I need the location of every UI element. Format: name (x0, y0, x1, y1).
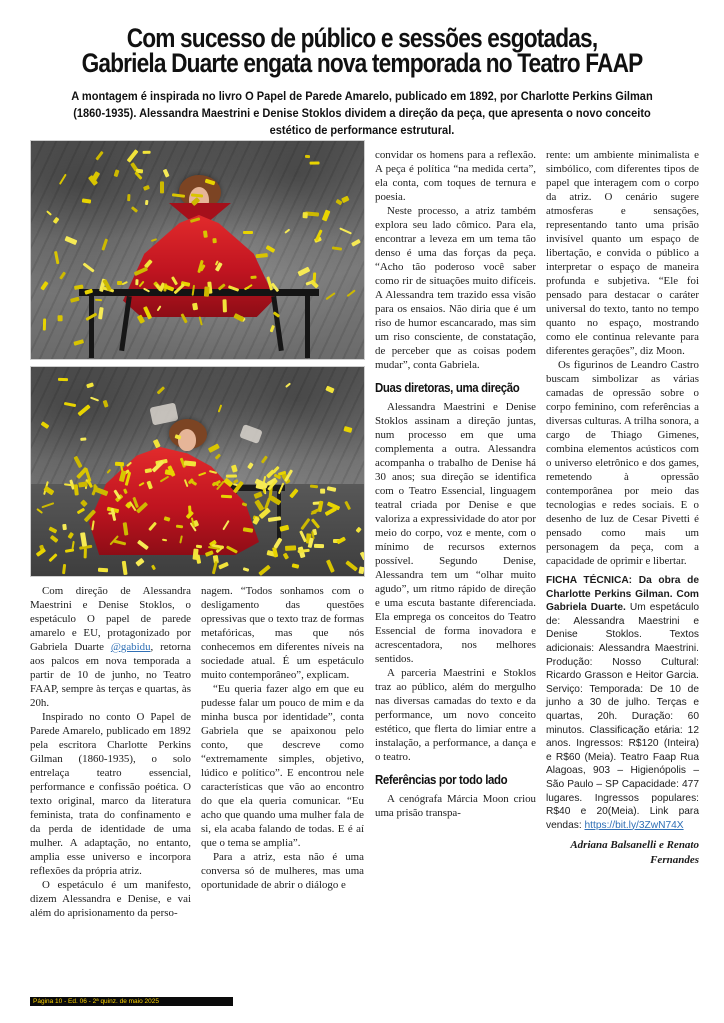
confetti-piece (260, 455, 267, 464)
section-header-referencias: Referências por todo lado (375, 772, 508, 787)
confetti-piece (92, 171, 101, 182)
confetti-piece (207, 444, 219, 454)
confetti-piece (53, 251, 59, 265)
confetti-piece (135, 558, 144, 567)
confetti-piece (314, 543, 324, 548)
confetti-piece (41, 502, 54, 508)
confetti-piece (198, 472, 206, 477)
confetti-piece (91, 521, 95, 531)
confetti-piece (77, 404, 90, 416)
confetti-piece (164, 516, 171, 522)
confetti-piece (70, 297, 80, 303)
confetti-piece (273, 537, 283, 549)
gabidu-link[interactable]: @gabidu (110, 641, 151, 653)
confetti-piece (266, 245, 276, 253)
confetti-piece (292, 563, 299, 568)
confetti-piece (254, 491, 263, 498)
confetti-piece (271, 547, 278, 558)
confetti-piece (126, 462, 132, 468)
confetti-piece (137, 539, 149, 549)
confetti-piece (135, 279, 138, 285)
confetti-piece (221, 494, 232, 497)
confetti-piece (284, 382, 290, 387)
paragraph: A parceria Maestrini e Stoklos traz ao público, além do mergulho nas diversas camadas do texto e da performance, um novo conceito estético, que flerta do limiar entre a instalação, a performance, a dança e o teatro. (375, 667, 536, 763)
confetti-piece (228, 285, 240, 292)
subheadline: A montagem é inspirada no livro O Papel de Parede Amarelo, publicado em 1892, por Charlotte Perkins Gilman (1860-1935). Alessandra Maestrini e Denise Stoklos dividem a direção da peça, que apresenta o novo conceito estético de performance estrutural. (71, 89, 653, 137)
confetti-piece (95, 151, 104, 161)
confetti-piece (277, 482, 284, 494)
confetti-piece (253, 516, 261, 524)
confetti-piece (204, 551, 213, 557)
headline-line1: Com sucesso de público e sessões esgotadas, (126, 23, 598, 53)
confetti-piece (192, 548, 198, 560)
confetti-piece (162, 539, 167, 542)
confetti-piece (258, 564, 271, 575)
confetti-piece (172, 194, 185, 199)
confetti-piece (143, 151, 151, 154)
ficha-body: Um espetáculo de: Alessandra Maestrini e Denise Stoklos. Textos adicionais: Alessandra Maestrini. Produção: Nosso Cultural: Ricardo Grasson e Heitor Garcia. Serviço: Temporada: De 10 de junho a 30 de julho. Terças e quartas, 20h. Duração: 60 minutos. Classificação etária: 12 anos. Ingressos: R$120 (Inteira) e R$60 (Meia). Teatro Faap Rua Alagoas, 903 – Higienópolis – São Paulo – SP Capacidade: 477 lugares. Ingressos populares: R$40 e 20(Meia). Link para vendas: (546, 602, 699, 831)
paragraph: convidar os homens para a reflexão. A peça é política “na medida certa”, ela conta, com toques de ternura e poesia. (375, 149, 536, 203)
confetti-piece (303, 212, 308, 219)
confetti-piece (268, 517, 281, 523)
confetti-piece (344, 500, 351, 510)
confetti-piece (190, 218, 201, 223)
tickets-link[interactable]: https://bit.ly/3ZwN74X (584, 819, 684, 831)
confetti-piece (270, 495, 282, 505)
confetti-piece (64, 401, 76, 406)
confetti-piece (222, 520, 230, 531)
page-footer (30, 997, 233, 1006)
confetti-piece (126, 194, 130, 201)
confetti-piece (152, 459, 165, 472)
confetti-piece (326, 486, 335, 492)
confetti-piece (80, 438, 87, 441)
confetti-piece (245, 284, 254, 290)
confetti-piece (344, 426, 353, 433)
confetti-piece (63, 523, 67, 529)
confetti-piece (131, 206, 138, 213)
confetti-piece (123, 489, 128, 495)
confetti-piece (153, 439, 161, 448)
confetti-piece (359, 551, 365, 561)
confetti-piece (248, 463, 254, 470)
confetti-piece (337, 536, 347, 544)
confetti-piece (203, 230, 208, 237)
paragraph: O espetáculo é um manifesto, dizem Alessandra e Denise, e vai além do aprisionamento da perso- (30, 879, 191, 919)
confetti-piece (311, 518, 320, 528)
confetti-piece (310, 279, 319, 288)
confetti-piece (58, 315, 63, 321)
paragraph: nagem. “Todos sonhamos com o desligamento das questões opressivas que o texto traz de formas metafóricas, mas que nós conhecemos em diferentes níveis na sociedade atual. É um espetáculo muito contemporâneo”, explicam. (201, 585, 364, 681)
confetti-piece (345, 560, 358, 572)
ficha-lead: FICHA TÉCNICA: Da obra de Charlotte Perkins Gilman. Com Gabriela Duarte. (546, 575, 699, 614)
confetti-piece (48, 553, 57, 562)
headline (0, 23, 724, 78)
confetti-piece (151, 238, 157, 242)
confetti-piece (309, 162, 319, 165)
confetti-piece (204, 178, 215, 185)
confetti-piece (36, 508, 43, 514)
confetti-piece (255, 499, 265, 511)
headline-line2: Gabriela Duarte engata nova temporada no Teatro FAAP (81, 48, 643, 78)
paragraph: Os figurinos de Leandro Castro buscam simbolizar as várias camadas de opressão sobre o corpo feminino, com referências a diversas culturas. A trilha sonora, a cargo de Thiago Gimenes, combina elementos acústicos com o universo eletrônico e dos games, remetendo à opressão contemporânea por meio das tecnologias e redes sociais. E o desenho de luz de Cesar Pivetti é pensado como mais um personagem da peça, com a capacidade de oprimir e libertar. (546, 359, 699, 567)
paragraph: Neste processo, a atriz também explora seu lado cômico. Para ela, encontrar a leveza em um tema tão denso é uma das forças da peça. “Acho tão poderoso você saber como rir de situações muito difíceis. A Alessandra tem trazido essa visão para os ensaios. Não diria que é um riso de humor escancarado, mas sim um riso consciente, de constatação, de perceber que as coisas podem mudar”, conta Gabriela. (375, 205, 536, 371)
paragraph-text: , retorna aos palcos em nova temporada a partir de 10 de junho, no Teatro FAAP, sempre às terças e quartas, às 20h. (30, 641, 191, 709)
confetti-piece (326, 560, 335, 573)
confetti-piece (83, 548, 86, 559)
confetti-piece (284, 228, 290, 234)
confetti-piece (297, 266, 310, 276)
confetti-piece (148, 522, 156, 531)
confetti-piece (273, 312, 280, 318)
confetti-piece (98, 307, 104, 319)
confetti-piece (41, 281, 49, 291)
confetti-piece (145, 468, 152, 473)
confetti-piece (72, 540, 75, 548)
paragraph: rente: um ambiente minimalista e simbólico, com diferentes tipos de papel que interagem com o corpo da atriz. O cenário sugere atmosferas e sensações, representando tanto uma prisão invisível quanto um espaço de libertação, e convida o público a interpretar o espaço de maneira profunda e subjetiva. “Ele foi pensado para destacar o caráter universal do texto, tanto no tempo quanto no espaço, mostrando como ele continua relevante para diferentes gerações”, diz Moon. (546, 149, 699, 357)
confetti-piece (46, 210, 52, 216)
confetti-piece (325, 385, 334, 393)
confetti-piece (80, 499, 88, 507)
confetti-piece (355, 527, 361, 534)
authors-byline: Adriana Balsanelli e Renato Fernandes (570, 839, 699, 867)
confetti-piece (180, 313, 188, 324)
confetti-piece (170, 277, 177, 286)
confetti-piece (191, 285, 195, 296)
confetti-piece (211, 561, 218, 575)
confetti-piece (191, 197, 200, 206)
confetti-piece (243, 527, 254, 532)
confetti-piece (209, 470, 217, 474)
confetti-piece (322, 209, 330, 221)
confetti-piece (60, 272, 67, 280)
confetti-piece (176, 524, 183, 528)
confetti-piece (35, 548, 45, 557)
confetti-piece (80, 532, 87, 546)
confetti-piece (215, 453, 221, 459)
confetti-piece (218, 283, 226, 290)
confetti-piece (193, 302, 199, 309)
confetti-piece (134, 266, 148, 276)
confetti-piece (58, 377, 68, 380)
confetti-piece (86, 382, 94, 388)
confetti-piece (128, 150, 139, 163)
confetti-piece (159, 475, 169, 482)
confetti-piece (106, 468, 111, 474)
confetti-piece (289, 488, 299, 498)
confetti-piece (179, 535, 183, 543)
confetti-piece (160, 181, 164, 193)
confetti-piece (59, 174, 67, 185)
confetti-piece (223, 299, 228, 313)
confetti-piece (242, 567, 249, 572)
confetti-piece (198, 316, 203, 325)
text-column-3 (375, 148, 536, 820)
confetti-piece (309, 485, 318, 489)
confetti-piece (242, 502, 248, 507)
confetti-piece (90, 396, 99, 401)
confetti-piece (217, 405, 222, 413)
confetti-piece (137, 315, 145, 325)
confetti-piece (320, 489, 325, 495)
confetti-piece (138, 481, 145, 486)
confetti-piece (53, 216, 60, 223)
confetti-piece (41, 421, 50, 429)
text-column-1 (30, 584, 191, 920)
section-header-duas-diretoras: Duas diretoras, uma direção (375, 380, 520, 395)
confetti-piece (65, 549, 74, 554)
confetti-piece (65, 236, 78, 245)
confetti-piece (137, 502, 149, 513)
confetti-piece (151, 564, 156, 570)
confetti-piece (341, 196, 349, 203)
confetti-piece (113, 170, 119, 178)
confetti-piece (332, 247, 342, 251)
confetti-layer (31, 141, 364, 359)
confetti-piece (326, 292, 336, 300)
confetti-piece (304, 155, 309, 159)
confetti-piece (256, 253, 268, 258)
confetti-piece (226, 475, 237, 478)
confetti-piece (63, 564, 67, 575)
stage-photo-top (30, 140, 365, 360)
confetti-piece (103, 400, 109, 408)
paragraph: “Eu queria fazer algo em que eu pudesse falar um pouco de mim e da minha busca por identidade”, conta Gabriela que se apaixonou pelo conto, que descreve como “extremamente simples, objetivo, lúdico e político”. E encontrou nele características que vão ao encontro do que ela queria comunicar. “Eu acho que quando uma mulher fala de si, ela acaba falando de todas. E é aí que o tema se amplia”. (201, 683, 364, 849)
confetti-piece (98, 568, 109, 573)
confetti-piece (138, 281, 144, 288)
confetti-piece (122, 522, 128, 536)
confetti-piece (301, 518, 311, 530)
paragraph: A cenógrafa Márcia Moon criou uma prisão transpa- (375, 793, 536, 819)
confetti-piece (44, 486, 55, 495)
confetti-piece (74, 284, 84, 290)
confetti-piece (143, 306, 152, 320)
confetti-piece (219, 562, 229, 569)
confetti-piece (101, 239, 108, 251)
paragraph: Inspirado no conto O Papel de Parede Amarelo, publicado em 1892 pela escritora Charlotte Perkins Gilman (1860-1935), o solo entrelaça teatro essencial, performance e confissão poética. O texto original, marco da literatura feminista, trata do confinamento e da perda de identidade de uma mulher. A adaptação, no entanto, amplia esse universo e incorpora reflexões da própria atriz. (30, 711, 191, 877)
confetti-piece (85, 312, 97, 321)
confetti-piece (42, 319, 46, 332)
confetti-piece (196, 545, 202, 548)
confetti-piece (251, 276, 257, 279)
confetti-piece (122, 560, 127, 574)
confetti-piece (84, 289, 92, 295)
confetti-piece (143, 288, 150, 293)
confetti-piece (223, 478, 233, 487)
confetti-piece (83, 263, 95, 274)
confetti-piece (298, 549, 310, 554)
confetti-layer (31, 367, 364, 576)
confetti-piece (208, 546, 220, 550)
confetti-piece (147, 480, 153, 488)
text-column-2 (201, 584, 364, 892)
confetti-piece (282, 553, 288, 560)
confetti-piece (67, 532, 74, 539)
confetti-piece (346, 289, 355, 297)
confetti-piece (143, 185, 150, 191)
article-header (0, 23, 724, 139)
confetti-piece (156, 305, 161, 311)
confetti-piece (156, 387, 165, 396)
confetti-piece (339, 227, 352, 234)
text-column-4 (546, 148, 699, 868)
confetti-piece (81, 198, 91, 203)
paragraph-text: Com direção de Alessandra Maestrini e Denise Stoklos, o espetáculo O papel de parede amarelo e EU, protagonizado por Gabriela Duarte (30, 585, 191, 653)
confetti-piece (73, 456, 82, 469)
confetti-piece (122, 281, 128, 285)
ficha-tecnica (546, 574, 699, 832)
confetti-piece (269, 325, 274, 332)
paragraph: Para a atriz, esta não é uma conversa só de mulheres, mas uma oportunidade de abrir o diálogo e (201, 851, 364, 891)
confetti-piece (256, 483, 265, 489)
confetti-piece (212, 238, 216, 244)
confetti-piece (162, 168, 169, 177)
paragraph: Alessandra Maestrini e Denise Stoklos assinam a direção juntas, num processo em que uma complementa a outra. Alessandra acompanha o trabalho de Denise há 30 anos; sua direção se identifica com o Teatro Essencial, linguagem teatral criada por Denise e que valoriza a expressividade do ator por meio do corpo, voz e mente, com o mínimo de recursos externos possível. Segundo Denise, Alessandra tem um “olhar muito agudo”, um ritmo rápido de direção e uma escuta bastante diferenciada. Ela emprega os conceitos do Teatro Essencial de forma inovadora e acrescentadora, nos melhores sentidos. (375, 401, 536, 665)
confetti-piece (204, 287, 210, 297)
confetti-piece (226, 546, 238, 554)
confetti-piece (359, 567, 365, 575)
confetti-piece (243, 231, 253, 235)
confetti-piece (231, 464, 238, 472)
confetti-piece (95, 298, 103, 301)
confetti-piece (50, 535, 59, 544)
confetti-piece (145, 200, 149, 205)
confetti-piece (352, 240, 361, 247)
page-footer-text: Página 10 - Ed. 06 - 2ª quinz. de maio 2025 (33, 998, 159, 1005)
stage-photo-bottom (30, 366, 365, 577)
confetti-piece (174, 434, 181, 440)
confetti-piece (49, 526, 58, 533)
confetti-piece (285, 546, 296, 551)
confetti-piece (233, 313, 244, 321)
confetti-piece (77, 507, 85, 514)
confetti-piece (280, 525, 290, 532)
confetti-piece (73, 339, 84, 346)
paragraph (30, 584, 191, 710)
